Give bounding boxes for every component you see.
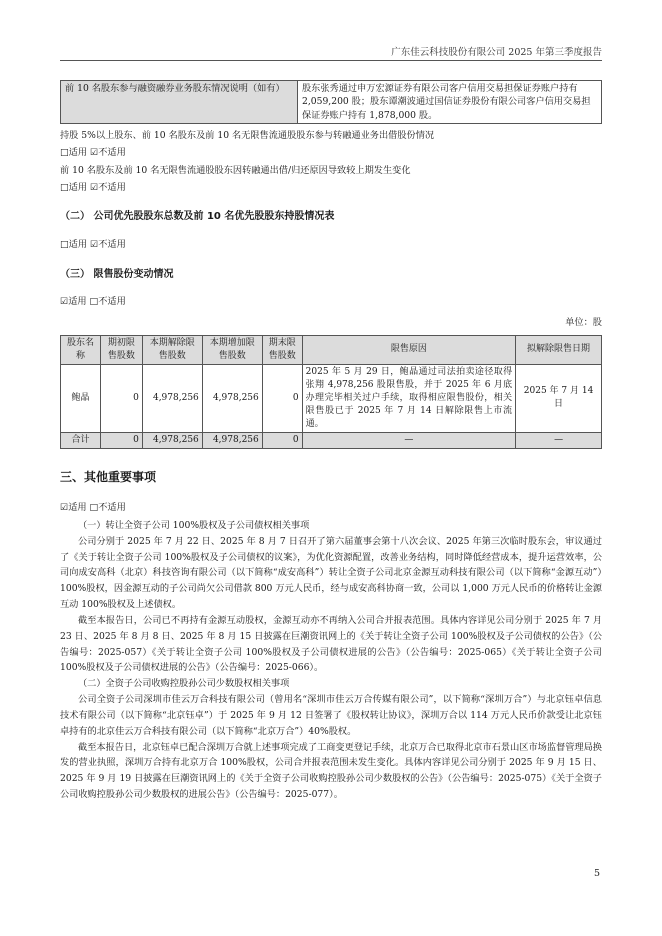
cell-released: 4,978,256 — [142, 364, 202, 432]
item-2-paragraph-2: 截至本报告日，北京钰卓已配合深圳万合就上述事项完成了工商变更登记手续，北京万合已取得北京市石景山区市场监督管理局换发的营业执照，深圳万合持有北京万合 100%股权，公司合并报表范围未发生变化。具体内容详见公司分别于 2025 年 9 月 15 日、2025 年 9 月 19 日披露在巨潮资讯网上的《关于全资子公司收购控股孙公司少数股权的公告》（公告编号：2025-075）《关于全资子公司收购控股孙公司少数股权的进展公告》（公告编号：2025-077）。 — [60, 741, 602, 801]
table-header-row — [61, 335, 602, 364]
lending-checkbox: □适用 ☑不适用 — [60, 147, 126, 159]
total-released: 4,978,256 — [142, 433, 202, 449]
cell-name: 鲍晶 — [61, 364, 101, 432]
cell-added: 4,978,256 — [202, 364, 262, 432]
header-rule — [60, 60, 602, 61]
section-2-title: （二） 公司优先股股东总数及前 10 名优先股股东持股情况表 — [60, 211, 335, 223]
col-header-start: 期初限售股数 — [100, 335, 142, 364]
col-header-reason: 限售原因 — [302, 335, 515, 364]
col-header-date: 拟解除限售日期 — [516, 335, 602, 364]
total-end: 0 — [262, 433, 302, 449]
section-3-checkbox: ☑适用 □不适用 — [60, 296, 126, 308]
cell-reason: 2025 年 5 月 29 日，鲍晶通过司法拍卖途径取得张翔 4,978,256 股限售股，并于 2025 年 6 月底办理完毕相关过户手续，取得相应限售股份，相关限售股已于 2025 年 7 月 14 日解除限售上市流通。 — [302, 364, 515, 432]
margin-trading-table — [60, 80, 602, 124]
col-header-released: 本期解除限售股数 — [142, 335, 202, 364]
table-row — [61, 364, 602, 432]
restricted-shares-table — [60, 335, 602, 449]
cell-start: 0 — [100, 364, 142, 432]
col-header-shareholder: 股东名称 — [61, 335, 101, 364]
cell-date: 2025 年 7 月 14 日 — [516, 364, 602, 432]
total-added: 4,978,256 — [202, 433, 262, 449]
item-1-paragraph-2: 截至本报告日，公司已不再持有金源互动股权，金源互动亦不再纳入公司合并报表范围。具体内容详见公司分别于 2025 年 7 月 23 日、2025 年 8 月 8 日、2025 年 8 月 15 日披露在巨潮资讯网上的《关于转让全资子公司 100%股权及子公司债权的公告》（公告编号：2025-057）《关于转让全资子公司 100%股权及子公司债权进展的公告》（公告编号：2025-065）《关于转让全资子公司 100%股权及子公司债权进展的公告》（公告编号：2025-066）。 — [60, 614, 602, 674]
total-date: — — [516, 433, 602, 449]
lending-section-title: 持股 5%以上股东、前 10 名股东及前 10 名无限售流通股股东参与转融通业务出借股份情况 — [60, 130, 435, 142]
unit-label: 单位：股 — [565, 316, 602, 328]
margin-trading-label: 前 10 名股东参与融资融券业务股东情况说明（如有） — [61, 81, 298, 124]
other-matters-title: 三、其他重要事项 — [60, 470, 157, 485]
page-header: 广东佳云科技股份有限公司 2025 年第三季度报告 — [391, 47, 602, 58]
item-1-paragraph-1: 公司分别于 2025 年 7 月 22 日、2025 年 8 月 7 日召开了第六届董事会第十八次会议、2025 年第三次临时股东会，审议通过了《关于转让全资子公司 100%股权及子公司债权的议案》，为优化资源配置，改善业务结构，同时降低经营成本，提升运营效率，公司向成安高科（北京）科技咨询有限公司（以下简称“成安高科”）转让全资子公司北京金源互动科技有限公司（以下简称“金源互动”）100%股权，因金源互动的子公司尚欠公司借款 800 万元人民币，经与成安高科协商一致，公司以 1,000 万元人民币的价格转让金源互动 100%股权及上述债权。 — [60, 535, 602, 611]
col-header-end: 期末限售股数 — [262, 335, 302, 364]
change-checkbox: □适用 ☑不适用 — [60, 181, 126, 193]
section-2-checkbox: □适用 ☑不适用 — [60, 238, 126, 250]
change-section-title: 前 10 名股东及前 10 名无限售流通股股东因转融通出借/归还原因导致较上期发生变化 — [60, 164, 411, 176]
item-2-title: （二）全资子公司收购控股孙公司少数股权相关事项 — [78, 678, 290, 690]
total-label: 合计 — [61, 433, 101, 449]
section-3-title: （三） 限售股份变动情况 — [60, 268, 174, 280]
margin-trading-content: 股东张秀通过申万宏源证券有限公司客户信用交易担保证券账户持有 2,059,200 股；股东谭潮波通过国信证券股份有限公司客户信用交易担保证券账户持有 1,878,000 股。 — [298, 81, 602, 124]
col-header-added: 本期增加限售股数 — [202, 335, 262, 364]
cell-end: 0 — [262, 364, 302, 432]
total-reason: — — [302, 433, 515, 449]
total-start: 0 — [100, 433, 142, 449]
other-matters-checkbox: ☑适用 □不适用 — [60, 501, 126, 513]
table-total-row — [61, 433, 602, 449]
item-2-paragraph-1: 公司全资子公司深圳市佳云万合科技有限公司（曾用名“深圳市佳云万合传媒有限公司”，以下简称“深圳万合”）与北京钰卓信息技术有限公司（以下简称“北京钰卓”）于 2025 年 9 月 12 日签署了《股权转让协议》，深圳万合以 114 万元人民币价款受让北京钰卓持有的北京佳云万合科技有限公司（以下简称“北京万合”）40%股权。 — [60, 694, 602, 737]
page-number: 5 — [593, 868, 600, 879]
item-1-title: （一）转让全资子公司 100%股权及子公司债权相关事项 — [78, 520, 310, 531]
document-body — [60, 80, 602, 803]
